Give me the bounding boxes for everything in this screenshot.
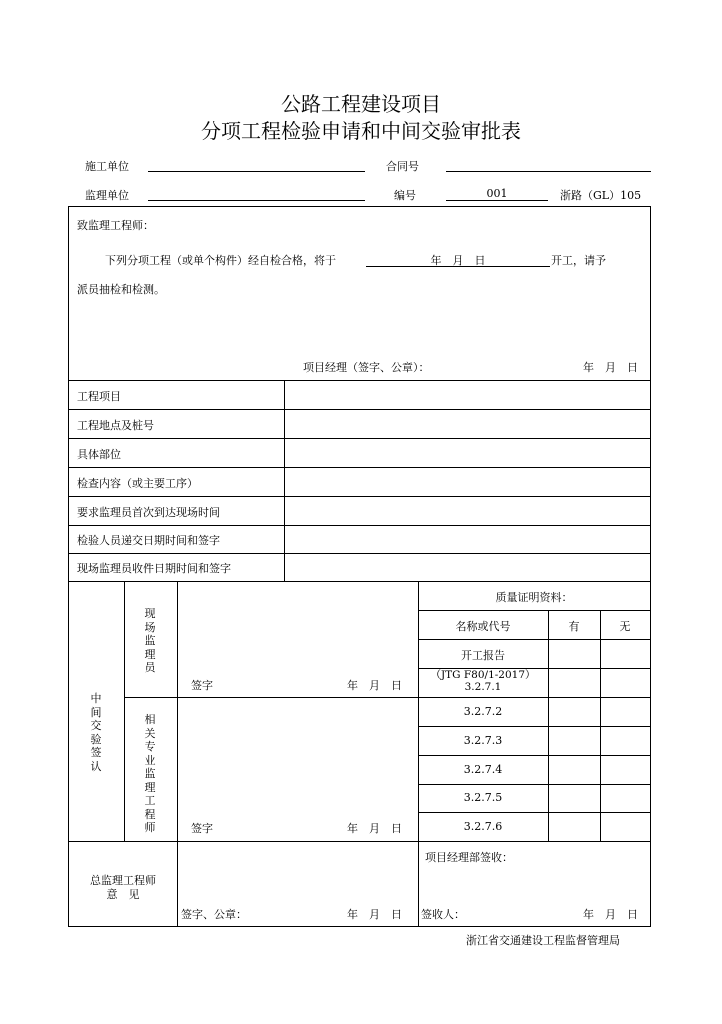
approval-form [68,206,651,927]
divider [69,467,650,468]
quality-item: 3.2.7.6 [463,820,503,833]
quality-item: 3.2.7.3 [463,734,503,747]
info-row-label: 检验人员递交日期时间和签字 [77,534,220,547]
divider [69,525,650,526]
supervisor-label: 监理单位 [85,189,129,202]
quality-item: 开工报告 [461,649,505,662]
serial-label: 编号 [394,189,416,202]
pm-date: 年 月 日 [583,361,638,374]
divider [177,581,178,927]
quality-item: 3.2.7.2 [463,705,503,718]
divider [124,697,650,698]
divider [418,639,650,640]
col-name-header: 名称或代号 [455,620,511,633]
col-no-header: 无 [619,620,631,633]
document-title: 公路工程建设项目 [281,92,441,116]
chief-label-1: 总监理工程师 [90,874,156,887]
divider [418,726,650,727]
specialist-sign-label: 签字 [191,822,213,835]
quality-item: （JTG F80/1-2017） 3.2.7.1 [430,669,536,693]
divider [418,784,650,785]
issuing-authority: 浙江省交通建设工程监督管理局 [466,934,620,947]
quality-header: 质量证明资料： [495,591,573,604]
form-code: 浙路（GL）105 [560,189,642,202]
divider [418,610,650,611]
divider [69,496,650,497]
divider [418,812,650,813]
application-body-2: 开工，请予 [551,254,606,267]
start-date-placeholder[interactable]: 年 月 日 [430,254,486,267]
divider [69,553,650,554]
divider [124,581,125,841]
supervisor-field[interactable] [148,200,365,201]
application-body-1: 下列分项工程（或单个构件）经自检合格，将于 [105,254,336,267]
divider [69,380,650,381]
contract-no-field[interactable] [446,171,651,172]
site-supervisor-label: 现场监理员 [144,607,156,674]
info-row-label: 工程项目 [77,390,121,403]
quality-item: 3.2.7.4 [463,763,503,776]
site-sign-label: 签字 [191,679,213,692]
divider [418,755,650,756]
pm-signature-label: 项目经理（签字、公章）： [303,361,430,374]
contractor-field[interactable] [148,171,365,172]
specialist-label: 相关专业监理工程师 [144,713,156,834]
contractor-label: 施工单位 [85,160,129,173]
info-row-label: 现场监理员收件日期时间和签字 [77,562,231,575]
info-row-label: 要求监理员首次到达现场时间 [77,506,220,519]
col-yes-header: 有 [568,620,580,633]
chief-label-2: 意 见 [106,888,140,901]
divider [284,380,285,581]
document-subtitle: 分项工程检验申请和中间交验审批表 [201,119,521,143]
divider [69,409,650,410]
divider [69,438,650,439]
serial-value: 001 [486,187,508,200]
salutation: 致监理工程师： [77,219,154,232]
receiver-date: 年 月 日 [583,908,638,921]
site-sign-date: 年 月 日 [347,679,402,692]
specialist-sign-date: 年 月 日 [347,822,402,835]
pm-dept-sign-label: 项目经理部签收： [425,851,513,864]
section-label-inspection: 中间交验签认 [90,692,102,773]
divider [69,581,650,582]
divider [69,841,650,842]
info-row-label: 工程地点及桩号 [77,419,154,432]
start-date-underline [366,266,550,267]
contract-no-label: 合同号 [386,160,419,173]
serial-field[interactable] [446,200,548,201]
application-body-line2: 派员抽检和检测。 [77,283,165,296]
info-row-label: 检查内容（或主要工序） [77,477,198,490]
chief-sign-label: 签字、公章： [181,908,247,921]
info-row-label: 具体部位 [77,448,121,461]
quality-item: 3.2.7.5 [463,791,503,804]
chief-sign-date: 年 月 日 [347,908,402,921]
receiver-label: 签收人： [421,908,465,921]
